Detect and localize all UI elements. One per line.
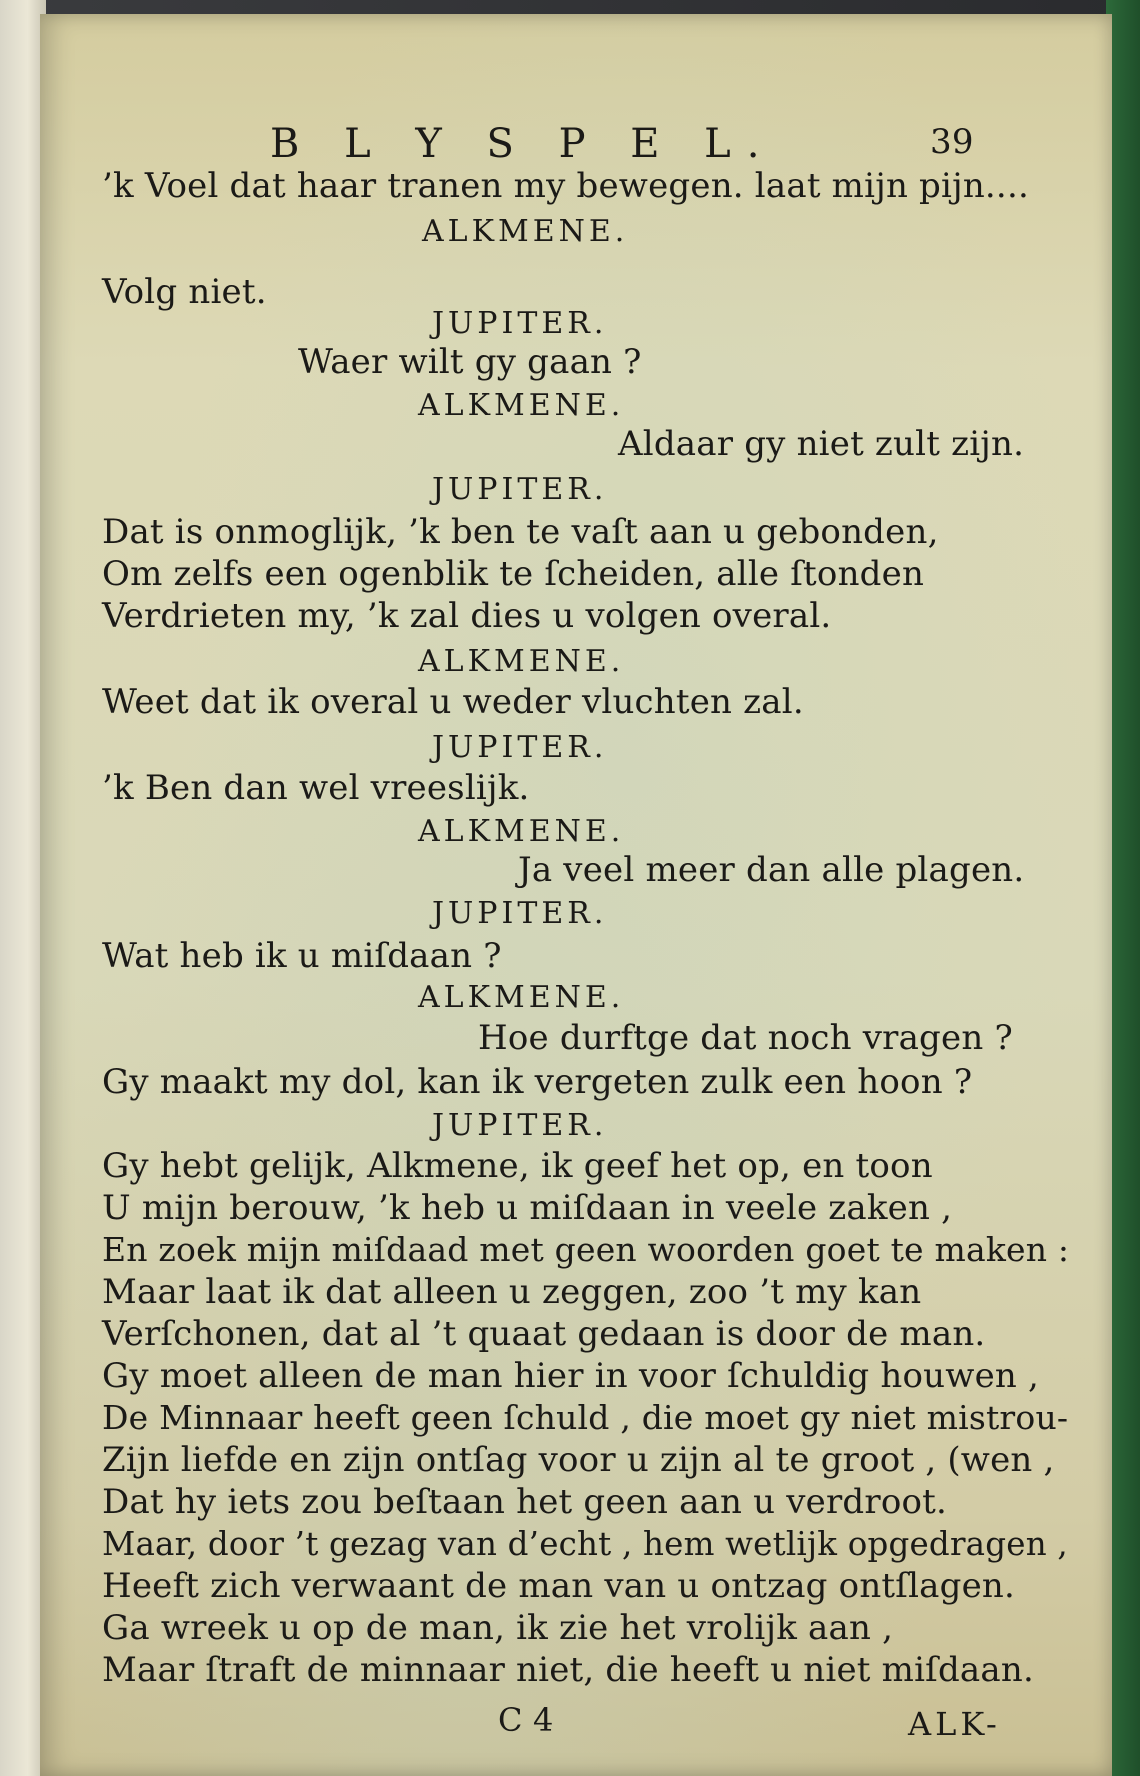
speaker-heading: JUPITER. bbox=[432, 306, 608, 341]
catchword: ALK- bbox=[908, 1705, 1001, 1743]
verse-line: Ga wreek u op de man, ik zie het vrolijk aan , bbox=[102, 1608, 894, 1648]
verse-line: Heeft zich verwaant de man van u ontzag ontſlagen. bbox=[102, 1566, 1016, 1606]
verse-line: Aldaar gy niet zult zijn. bbox=[618, 424, 1025, 464]
verse-line: De Minnaar heeft geen ſchuld , die moet gy niet mistrou- bbox=[102, 1398, 1069, 1437]
speaker-heading: JUPITER. bbox=[432, 896, 608, 931]
book-page bbox=[40, 14, 1112, 1776]
verse-line: Verſchonen, dat al ’t quaat gedaan is door de man. bbox=[102, 1314, 986, 1354]
speaker-heading: ALKMENE. bbox=[418, 644, 625, 679]
verse-line: Maar ſtraft de minnaar niet, die heeft u niet miſdaan. bbox=[102, 1650, 1034, 1690]
verse-line: Gy maakt my dol, kan ik vergeten zulk een hoon ? bbox=[102, 1062, 973, 1102]
speaker-heading: JUPITER. bbox=[432, 472, 608, 507]
verse-line: Dat hy iets zou beſtaan het geen aan u verdroot. bbox=[102, 1482, 948, 1522]
running-title: B L Y S P E L. bbox=[270, 121, 776, 167]
page-text bbox=[40, 14, 1112, 1776]
speaker-heading: ALKMENE. bbox=[422, 214, 629, 249]
verse-line: Hoe durftge dat noch vragen ? bbox=[478, 1018, 1013, 1058]
verse-line: Dat is onmoglijk, ’k ben te vaſt aan u gebonden, bbox=[102, 512, 939, 552]
signature-mark: C 4 bbox=[498, 1701, 554, 1739]
verse-line: Gy moet alleen de man hier in voor ſchuldig houwen , bbox=[102, 1356, 1039, 1396]
speaker-heading: JUPITER. bbox=[432, 730, 608, 765]
verse-line: Maar, door ’t gezag van d’echt , hem wetlijk opgedragen , bbox=[102, 1525, 1068, 1563]
verse-line: Volg niet. bbox=[102, 272, 267, 312]
verse-line: Ja veel meer dan alle plagen. bbox=[518, 850, 1025, 890]
verse-line: Zijn liefde en zijn ontſag voor u zijn al te groot , (wen , bbox=[102, 1440, 1055, 1480]
verse-line: ’k Voel dat haar tranen my bewegen. laat mijn pijn.... bbox=[102, 166, 1029, 206]
page-number: 39 bbox=[930, 122, 974, 162]
verse-line: ’k Ben dan wel vreeslijk. bbox=[102, 768, 530, 808]
speaker-heading: ALKMENE. bbox=[418, 980, 625, 1015]
speaker-heading: ALKMENE. bbox=[418, 388, 625, 423]
verse-line: Wat heb ik u miſdaan ? bbox=[102, 936, 502, 976]
verse-line: Waer wilt gy gaan ? bbox=[298, 342, 642, 382]
speaker-heading: ALKMENE. bbox=[418, 814, 625, 849]
verse-line: Maar laat ik dat alleen u zeggen, zoo ’t my kan bbox=[102, 1272, 922, 1312]
verse-line: Weet dat ik overal u weder vluchten zal. bbox=[102, 682, 804, 722]
speaker-heading: JUPITER. bbox=[432, 1108, 608, 1143]
verse-line: Verdrieten my, ’k zal dies u volgen overal. bbox=[102, 596, 832, 636]
verse-line: En zoek mijn miſdaad met geen woorden goet te maken : bbox=[102, 1230, 1070, 1269]
verse-line: Om zelfs een ogenblik te ſcheiden, alle ſtonden bbox=[102, 554, 925, 594]
verse-line: Gy hebt gelijk, Alkmene, ik geef het op, en toon bbox=[102, 1146, 933, 1186]
verse-line: U mijn berouw, ’k heb u miſdaan in veele zaken , bbox=[102, 1188, 953, 1228]
